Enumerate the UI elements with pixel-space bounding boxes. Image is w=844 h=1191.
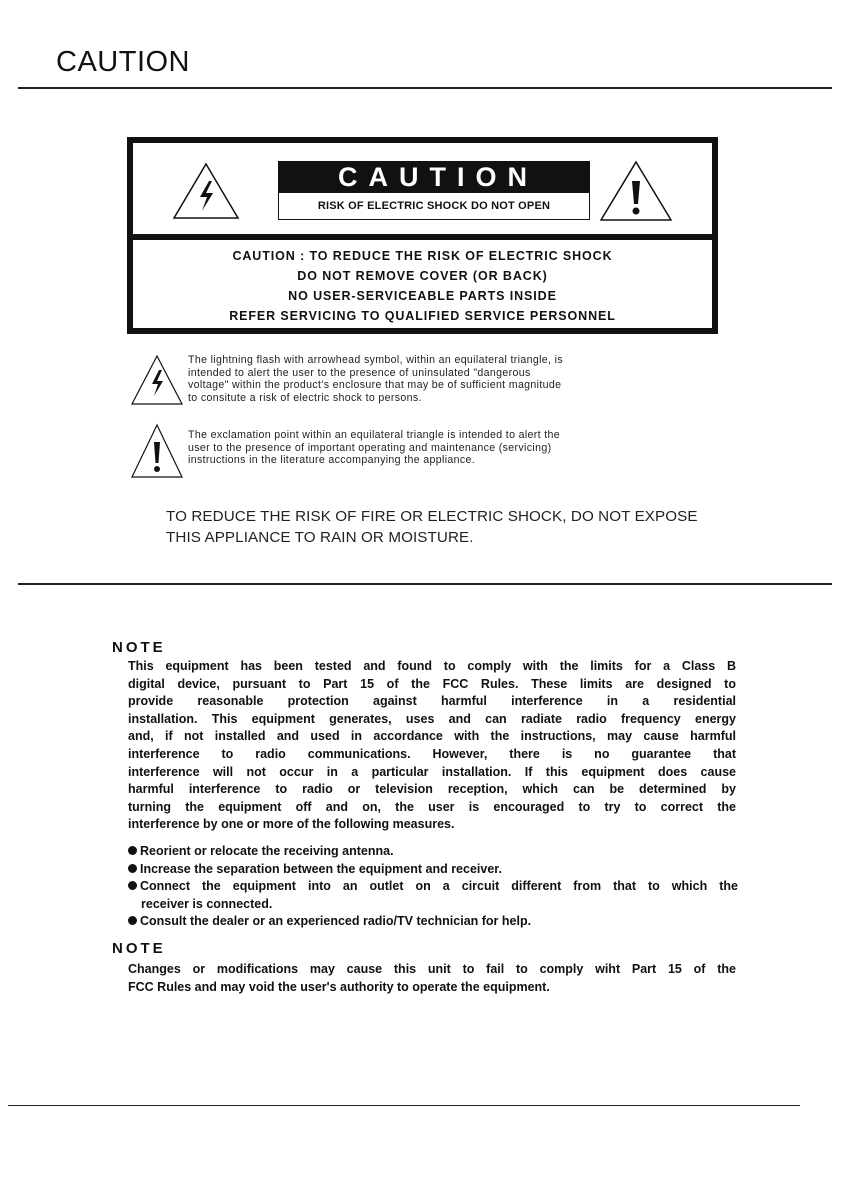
note-line: digital device, pursuant to Part 15 of the FCC Rules. These limits are designed to — [128, 676, 736, 691]
modification-note-body — [128, 961, 736, 996]
fcc-measures-list — [128, 843, 738, 931]
note-line: installation. This equipment generates, uses and can radiate radio frequency energy — [128, 711, 736, 726]
exclamation-text-line: instructions in the literature accompanying the appliance. — [188, 454, 476, 466]
note-line: harmful interference to radio or television reception, which can be determined by — [128, 782, 736, 797]
note-line: interference by one or more of the following measures. — [128, 817, 455, 832]
note-line: Changes or modifications may cause this unit to fail to comply wiht Part 15 of the — [128, 962, 736, 976]
lightning-triangle-icon — [130, 354, 184, 406]
caution-banner: CAUTION — [278, 161, 590, 193]
bullet-icon — [128, 864, 137, 873]
lightning-text-line: The lightning flash with arrowhead symbol, within an equilateral triangle, is — [188, 354, 563, 366]
caution-label-box — [127, 137, 718, 334]
fcc-note-body — [128, 658, 736, 834]
bullet-icon — [128, 846, 137, 855]
exclamation-text-line: user to the presence of important operating and maintenance (servicing) — [188, 441, 552, 454]
section-divider — [18, 583, 832, 585]
caution-line: REFER SERVICING TO QUALIFIED SERVICE PERSONNEL — [229, 309, 616, 323]
lightning-text-line: to consitute a risk of electric shock to persons. — [188, 391, 422, 404]
list-item: Reorient or relocate the receiving antenna. — [128, 843, 738, 861]
caution-line: CAUTION : TO REDUCE THE RISK OF ELECTRIC SHOCK — [232, 249, 613, 263]
bullet-icon — [128, 916, 137, 925]
list-item: Consult the dealer or an experienced radio/TV technician for help. — [128, 913, 738, 931]
exclamation-text-line: The exclamation point within an equilateral triangle is intended to alert the — [188, 429, 561, 441]
note-line: interference will not occur in a particular installation. If this equipment does cause — [128, 764, 736, 779]
caution-label-top — [133, 143, 712, 240]
lightning-text-line: voltage" within the product's enclosure that may be of sufficient magnitude — [188, 379, 562, 391]
caution-line: NO USER-SERVICEABLE PARTS INSIDE — [288, 289, 557, 303]
caution-instructions — [133, 246, 712, 326]
exclamation-triangle-icon — [598, 159, 674, 223]
note-line: turning the equipment off and on, the user is encouraged to try to correct the — [128, 799, 736, 814]
footer-divider — [8, 1105, 800, 1106]
note-line: interference to radio communications. However, there is no guarantee that — [128, 746, 736, 761]
list-item-continued: receiver is connected. — [141, 896, 273, 911]
page-title: CAUTION — [56, 46, 190, 78]
fire-shock-warning — [166, 506, 698, 548]
note-line: provide reasonable protection against harmful interference in a residential — [128, 694, 736, 709]
note-heading: NOTE — [112, 639, 166, 656]
bullet-icon — [128, 881, 137, 890]
header-divider — [18, 87, 832, 89]
warning-line: TO REDUCE THE RISK OF FIRE OR ELECTRIC SHOCK, DO NOT EXPOSE — [166, 508, 698, 525]
list-item: Connect the equipment into an outlet on a circuit different from that to which the — [128, 878, 738, 896]
lightning-text-line: intended to alert the user to the presence of uninsulated "dangerous — [188, 366, 531, 379]
caution-line: DO NOT REMOVE COVER (OR BACK) — [297, 269, 548, 283]
list-item: Increase the separation between the equipment and receiver. — [128, 861, 738, 879]
note-line: and, if not installed and used in accordance with the instructions, may cause harmful — [128, 729, 736, 744]
caution-subtitle: RISK OF ELECTRIC SHOCK DO NOT OPEN — [278, 193, 590, 220]
exclamation-triangle-icon — [130, 423, 184, 479]
note-line: FCC Rules and may void the user's authority to operate the equipment. — [128, 979, 550, 994]
note-line: This equipment has been tested and found to comply with the limits for a Class B — [128, 659, 736, 673]
note-heading: NOTE — [112, 940, 166, 957]
lightning-triangle-icon — [171, 161, 241, 221]
warning-line: THIS APPLIANCE TO RAIN OR MOISTURE. — [166, 529, 474, 546]
caution-label — [278, 161, 590, 220]
